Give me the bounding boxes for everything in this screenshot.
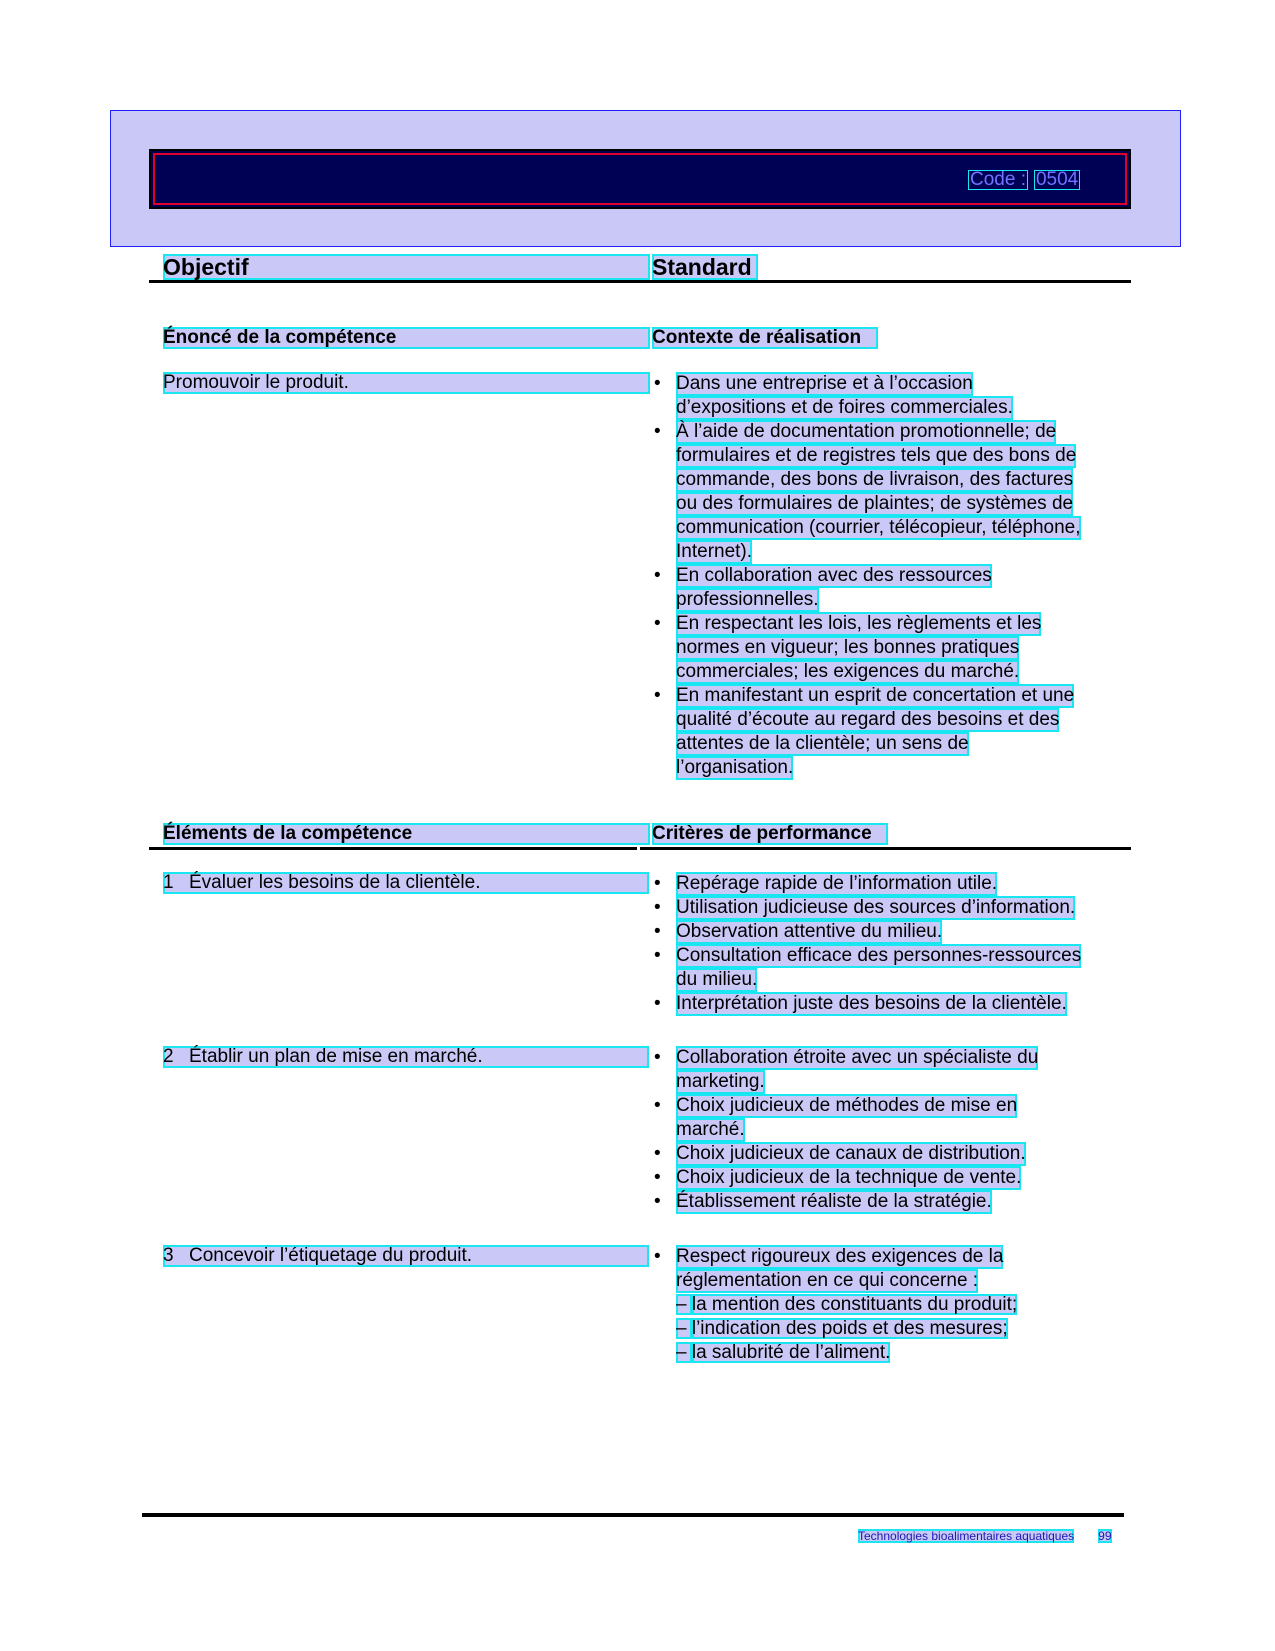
competency-code xyxy=(968,169,1080,191)
section-title-elements: Éléments de la compétence xyxy=(163,823,650,845)
element-label: Concevoir l’étiquetage du produit. xyxy=(189,1245,473,1266)
list-item-line: formulaires et de registres tels que des bons de xyxy=(676,445,1077,466)
element-number: 3 xyxy=(163,1245,174,1266)
column-heading-objectif: Objectif xyxy=(163,254,650,280)
element-number: 2 xyxy=(163,1046,174,1067)
list-item xyxy=(654,992,1124,1016)
list-item-line: En collaboration avec des ressources xyxy=(676,565,992,586)
footer-title: Technologies bioalimentaires aquatiques xyxy=(858,1529,1075,1543)
list-item xyxy=(654,1166,1124,1190)
bullet-icon: • xyxy=(654,1167,661,1188)
list-item-line: Choix judicieux de méthodes de mise en xyxy=(676,1095,1018,1116)
list-item-line: d’expositions et de foires commerciales. xyxy=(676,397,1013,418)
list-item-line: À l’aide de documentation promotionnelle; de xyxy=(676,421,1057,442)
bullet-icon: • xyxy=(654,945,661,966)
list-item-line: réglementation en ce qui concerne : xyxy=(676,1270,979,1291)
bullet-icon: • xyxy=(654,613,661,634)
bullet-icon: • xyxy=(654,1143,661,1164)
list-item-line: qualité d’écoute au regard des besoins et des xyxy=(676,709,1060,730)
list-item-line: l’organisation. xyxy=(676,757,794,778)
list-item-line: Établissement réaliste de la stratégie. xyxy=(676,1191,992,1212)
list-item-line: communication (courrier, télécopieur, téléphone, xyxy=(676,517,1081,538)
list-item xyxy=(654,372,1124,420)
list-item-line: marché. xyxy=(676,1119,745,1140)
list-item-line: professionnelles. xyxy=(676,589,819,610)
list-item-line: Utilisation judicieuse des sources d’information. xyxy=(676,897,1076,918)
list-item-line: Interprétation juste des besoins de la clientèle. xyxy=(676,993,1067,1014)
sub-list xyxy=(654,1293,1124,1365)
list-item-line: Collaboration étroite avec un spécialiste du xyxy=(676,1047,1039,1068)
sub-list-text: la mention des constituants du produit; xyxy=(691,1294,1018,1315)
competency-statement: Promouvoir le produit. xyxy=(163,372,650,394)
footer xyxy=(858,1529,1112,1543)
list-item-line: commerciales; les exigences du marché. xyxy=(676,661,1020,682)
list-item-line: normes en vigueur; les bonnes pratiques xyxy=(676,637,1020,658)
section-title-contexte: Contexte de réalisation xyxy=(652,327,878,349)
list-item xyxy=(654,612,1124,684)
list-item-line: En respectant les lois, les règlements et les xyxy=(676,613,1042,634)
list-item xyxy=(654,420,1124,564)
sub-list-item xyxy=(676,1293,1124,1317)
list-item xyxy=(654,1046,1124,1094)
criteria-list-2 xyxy=(654,1046,1124,1214)
list-item-line: Observation attentive du milieu. xyxy=(676,921,943,942)
list-item xyxy=(654,684,1124,780)
bullet-icon: • xyxy=(654,1047,661,1068)
bullet-icon: • xyxy=(654,993,661,1014)
list-item xyxy=(654,1142,1124,1166)
bullet-icon: • xyxy=(654,1246,661,1267)
list-item-line: En manifestant un esprit de concertation et une xyxy=(676,685,1075,706)
bullet-icon: • xyxy=(654,1095,661,1116)
element-3 xyxy=(163,1245,649,1267)
context-list xyxy=(654,372,1124,780)
dash-icon: – xyxy=(676,1318,692,1339)
list-item-line: Respect rigoureux des exigences de la xyxy=(676,1246,1004,1267)
element-2 xyxy=(163,1046,649,1068)
element-number: 1 xyxy=(163,872,174,893)
criteria-list-3 xyxy=(654,1245,1124,1365)
list-item xyxy=(654,896,1124,920)
criteria-list-1 xyxy=(654,872,1124,1016)
element-1 xyxy=(163,872,649,894)
heading-rule xyxy=(149,280,1131,283)
page-number: 99 xyxy=(1098,1529,1112,1543)
list-item-line: Repérage rapide de l’information utile. xyxy=(676,873,998,894)
bullet-icon: • xyxy=(654,685,661,706)
elements-rule-right xyxy=(640,847,1131,850)
sub-list-item xyxy=(676,1341,1124,1365)
list-item xyxy=(654,1094,1124,1142)
dash-icon: – xyxy=(676,1342,692,1363)
list-item-line: du milieu. xyxy=(676,969,758,990)
list-item xyxy=(654,1190,1124,1214)
list-item-line: Internet). xyxy=(676,541,753,562)
list-item-line: ou des formulaires de plaintes; de systèmes de xyxy=(676,493,1074,514)
footer-rule xyxy=(142,1513,1124,1517)
list-item-line: Dans une entreprise et à l’occasion xyxy=(676,373,973,394)
dash-icon: – xyxy=(676,1294,692,1315)
list-item-line: commande, des bons de livraison, des factures xyxy=(676,469,1074,490)
code-label: Code : xyxy=(970,169,1026,190)
sub-list-item xyxy=(676,1317,1124,1341)
bullet-icon: • xyxy=(654,921,661,942)
list-item xyxy=(654,944,1124,992)
bullet-icon: • xyxy=(654,373,661,394)
list-item xyxy=(654,1245,1124,1293)
list-item xyxy=(654,920,1124,944)
bullet-icon: • xyxy=(654,1191,661,1212)
list-item-line: attentes de la clientèle; un sens de xyxy=(676,733,969,754)
list-item-line: marketing. xyxy=(676,1071,765,1092)
section-title-enonce: Énoncé de la compétence xyxy=(163,327,650,349)
list-item xyxy=(654,872,1124,896)
bullet-icon: • xyxy=(654,897,661,918)
bullet-icon: • xyxy=(654,421,661,442)
bullet-icon: • xyxy=(654,873,661,894)
sub-list-text: la salubrité de l’aliment. xyxy=(691,1342,891,1363)
bullet-icon: • xyxy=(654,565,661,586)
elements-rule-left xyxy=(149,847,637,850)
sub-list-text: l’indication des poids et des mesures; xyxy=(691,1318,1008,1339)
code-value: 0504 xyxy=(1035,169,1079,190)
list-item-line: Choix judicieux de la technique de vente. xyxy=(676,1167,1022,1188)
list-item xyxy=(654,564,1124,612)
list-item-line: Consultation efficace des personnes-ressources xyxy=(676,945,1082,966)
element-label: Établir un plan de mise en marché. xyxy=(189,1046,483,1067)
list-item-line: Choix judicieux de canaux de distribution. xyxy=(676,1143,1026,1164)
column-heading-standard: Standard xyxy=(652,254,758,280)
element-label: Évaluer les besoins de la clientèle. xyxy=(189,872,481,893)
section-title-criteres: Critères de performance xyxy=(652,823,888,845)
